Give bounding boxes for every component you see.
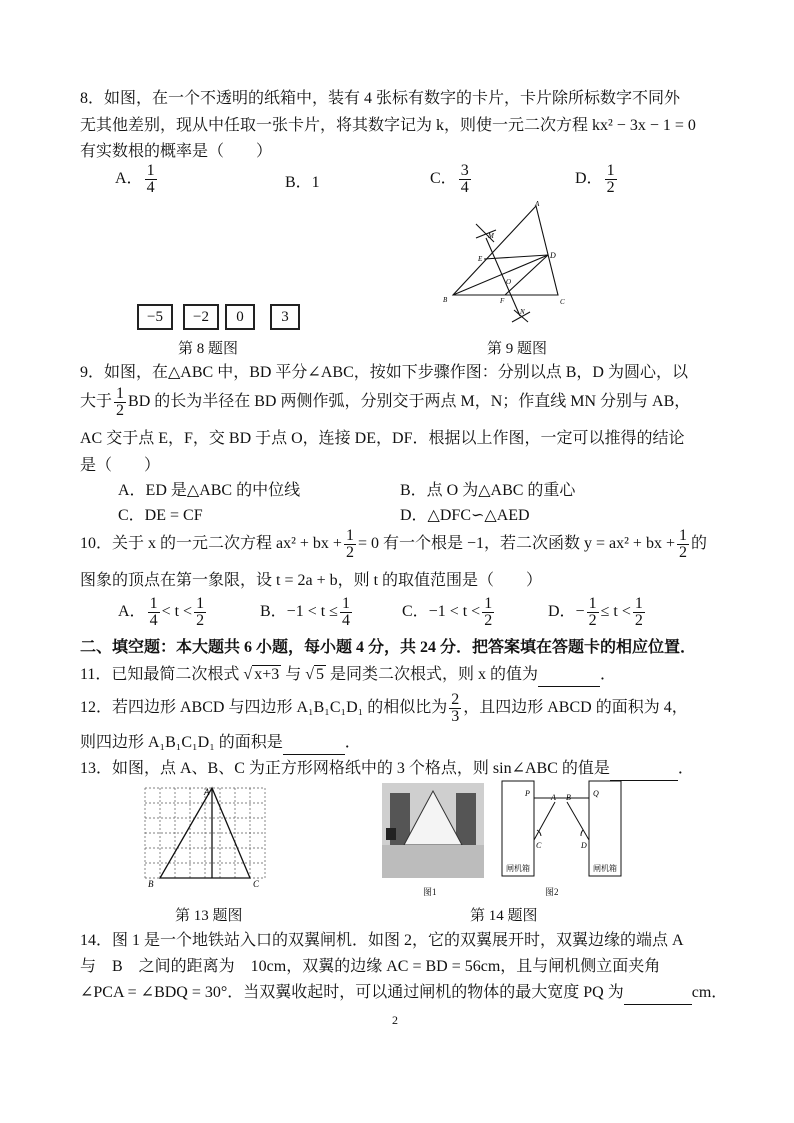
q14-line2: 与 B 之间的距离为 10cm，双翼的边缘 AC = BD = 56cm，且与闸机侧立面夹角 (80, 958, 661, 975)
fig13-label-c: C (253, 879, 260, 889)
fig14-label-q: Q (593, 789, 599, 798)
q14-line1: 14．图 1 是一个地铁站入口的双翼闸机．如图 2，它的双翼展开时，双翼边缘的端点 A (80, 932, 684, 949)
fig14-label-c: C (536, 841, 542, 850)
fig13-label-a: A (204, 787, 210, 797)
section2-heading: 二、填空题：本大题共 6 小题，每小题 4 分，共 24 分．把答案填在答题卡的相应位置． (80, 639, 697, 656)
q10-line1: 10．关于 x 的一元二次方程 ax² + bx + $\frac{1}{2}$ = 0 有一个根是 −1，若二次函数 y = ax² + bx + $\frac{1}{2}$ 的 (80, 527, 707, 561)
q8-option-b: B．1 (285, 174, 320, 191)
fig13-label-b: B (148, 879, 154, 889)
q10-line2: 图象的顶点在第一象限，设 t = 2a + b，则 t 的取值范围是（ ） (80, 572, 543, 589)
q8-option-a: A． $\frac{1}{4}$ (115, 162, 155, 196)
q12-line1: 12．若四边形 ABCD 与四边形 A₁B₁C₁D₁ 的相似比为 $\frac{2}{3}$ ，且四边形 ABCD 的面积为 4， (80, 691, 688, 725)
q11-line: 11．已知最简二次根式 √ x+3 与 √ 5 是同类二次根式，则 x 的值为 ． (80, 664, 616, 687)
q9-line4: 是（ ） (80, 457, 161, 474)
q9-option-d: D．△DFC∽△AED (400, 507, 530, 524)
card-0: 0 (225, 304, 255, 330)
q9-option-c: C．DE = CF (118, 507, 203, 524)
fig9-diagram (440, 198, 590, 330)
q8-option-c: C． $\frac{3}{4}$ (430, 162, 469, 196)
q9-line2: 大于 $\frac{1}{2}$ BD 的长为半径在 BD 两侧作弧，分别交于两点 M，N；作直线 MN 分别与 AB， (80, 385, 691, 419)
q13-line: 13．如图，点 A、B、C 为正方形网格纸中的 3 个格点，则 sin∠ABC 的值是 ． (80, 758, 694, 781)
q9-option-b: B．点 O 为△ABC 的重心 (400, 482, 576, 499)
q10-option-a: A． $\frac{1}{4}$ < t < $\frac{1}{2}$ (118, 595, 205, 629)
fig14-label-b: B (566, 793, 571, 802)
page-number: 2 (392, 1013, 398, 1027)
fig9-label-f: F (500, 297, 505, 305)
fig9-label-c: C (560, 298, 565, 306)
q12-line2: 则四边形 A₁B₁C₁D₁ 的面积是 ． (80, 732, 361, 755)
q9-line1: 9．如图，在△ABC 中，BD 平分∠ABC，按如下步骤作图：分别以点 B，D 为圆心，以 (80, 364, 688, 381)
q10-option-b: B．−1 < t ≤ $\frac{1}{4}$ (260, 595, 350, 629)
fig9-label-a: A (535, 200, 540, 208)
fig14-caption: 第 14 题图 (470, 908, 538, 924)
q10-option-d: D．− $\frac{1}{2}$ ≤ t < $\frac{1}{2}$ (548, 595, 643, 629)
fig9-label-b: B (443, 296, 448, 304)
fig9-label-n: N (520, 308, 525, 316)
fig9-label-d: D (550, 251, 556, 260)
q9-line3: AC 交于点 E，F，交 BD 于点 O，连接 DE，DF．根据以上作图，一定可以推得的结论 (80, 430, 685, 447)
fig14-box-right: 闸机箱 (593, 864, 617, 873)
fig9-caption: 第 9 题图 (487, 341, 548, 357)
fig9-label-o: O (506, 278, 512, 286)
q8-option-d: D． $\frac{1}{2}$ (575, 162, 615, 196)
q10-option-c: C．−1 < t < $\frac{1}{2}$ (402, 595, 493, 629)
q8-line2: 无其他差别，现从中任取一张卡片，将其数字记为 k，则使一元二次方程 kx² − 3x − 1 = 0 (80, 117, 696, 134)
q8-line1: 8．如图，在一个不透明的纸箱中，装有 4 张标有数字的卡片，卡片除所标数字不同外 (80, 90, 681, 107)
fig14-label-fig2: 图2 (545, 887, 559, 897)
q9-option-a: A．ED 是△ABC 的中位线 (118, 482, 301, 499)
card-3: 3 (270, 304, 300, 330)
fig14-label-d: D (581, 841, 587, 850)
q8-line3: 有实数根的概率是（ ） (80, 143, 273, 160)
card-neg5: −5 (137, 304, 173, 330)
fig14-photo (382, 783, 484, 878)
fig9-label-m: M (488, 232, 494, 240)
fig14-box-left: 闸机箱 (506, 864, 530, 873)
fig14-schematic (497, 778, 627, 880)
fig14-label-fig1: 图1 (423, 887, 437, 897)
fig9-label-e: E (478, 255, 483, 263)
card-neg2: −2 (183, 304, 219, 330)
fig8-caption: 第 8 题图 (178, 341, 239, 357)
fig14-label-p: P (525, 789, 530, 798)
fig14-label-a: A (551, 793, 556, 802)
q14-line3: ∠PCA = ∠BDQ = 30°．当双翼收起时，可以通过闸机的物体的最大宽度 PQ 为 cm． (80, 982, 727, 1005)
fig13-grid (140, 783, 275, 893)
fig13-caption: 第 13 题图 (175, 908, 243, 924)
